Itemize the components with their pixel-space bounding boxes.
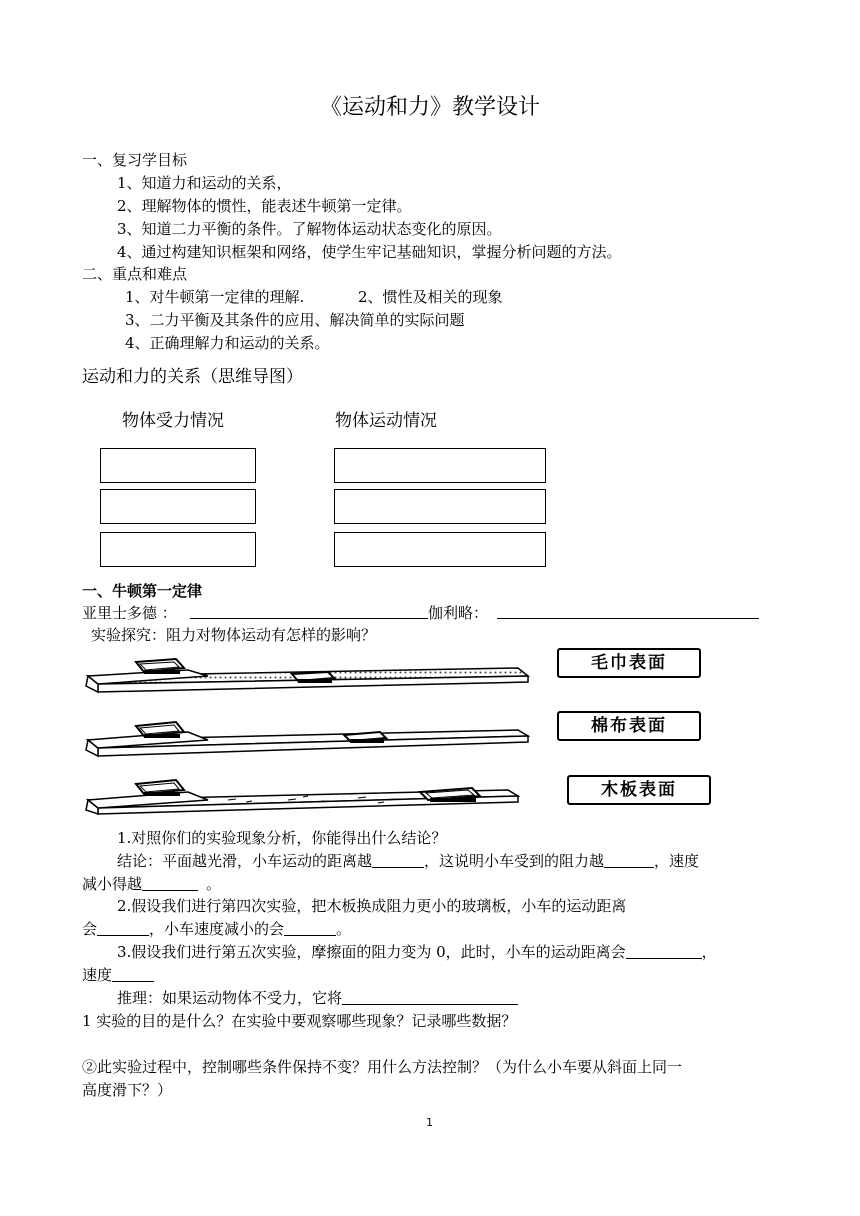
key-point: 4、正确理解力和运动的关系。 <box>125 334 330 352</box>
force-answer-box[interactable] <box>100 448 256 483</box>
question-3-text: 速度 <box>82 966 113 984</box>
motion-answer-box[interactable] <box>334 532 546 567</box>
conclusion-text: ，速度 <box>654 852 700 870</box>
control-question: ②此实验过程中，控制哪些条件保持不变？用什么方法控制？（为什么小车要从斜面上同一 <box>82 1058 683 1076</box>
conclusion-line-2 <box>82 874 221 894</box>
goal-item: 4、通过构建知识框架和网络，使学生牢记基础知识，掌握分析问题的方法。 <box>117 243 622 261</box>
inference-blank[interactable] <box>342 988 518 1005</box>
cotton-surface-label: 棉布表面 <box>557 711 701 741</box>
cart-icon <box>136 780 184 796</box>
motion-column-heading: 物体运动情况 <box>335 411 437 431</box>
inference-line <box>117 988 518 1008</box>
section1-heading: 一、复习学目标 <box>82 151 188 169</box>
page-title: 《运动和力》教学设计 <box>319 95 540 120</box>
force-column-heading: 物体受力情况 <box>122 411 224 431</box>
motion-answer-box[interactable] <box>334 489 546 524</box>
resistance-blank[interactable] <box>604 851 654 868</box>
inference-text: 推理：如果运动物体不受力，它将 <box>117 989 343 1007</box>
purpose-question: 1 实验的目的是什么？在实验中要观察哪些现象？记录哪些数据？ <box>82 1012 517 1030</box>
speed-decrease-blank[interactable] <box>142 874 198 891</box>
page-number: 1 <box>426 1116 433 1129</box>
zero-friction-distance-blank[interactable] <box>626 942 702 959</box>
force-answer-box[interactable] <box>100 489 256 524</box>
question-2-text: ，小车速度减小的会 <box>149 920 285 938</box>
cotton-board <box>86 722 528 756</box>
key-point: 3、二力平衡及其条件的应用、解决简单的实际问题 <box>125 311 465 329</box>
newton-heading: 一、牛顿第一定律 <box>82 582 203 600</box>
motion-answer-box[interactable] <box>334 448 546 483</box>
section2-heading: 二、重点和难点 <box>82 265 188 283</box>
cart-icon <box>136 722 184 738</box>
aristotle-blank[interactable] <box>190 602 428 619</box>
goal-item: 3、知道二力平衡的条件。了解物体运动状态变化的原因。 <box>117 220 502 238</box>
question-3-text: ， <box>701 943 717 961</box>
towel-surface-label: 毛巾表面 <box>557 648 701 678</box>
force-answer-box[interactable] <box>100 532 256 567</box>
wood-board <box>86 780 518 814</box>
goal-item: 2、理解物体的惯性，能表述牛顿第一定律。 <box>117 197 412 215</box>
aristotle-label: 亚里士多德 ： <box>82 604 177 622</box>
distance-blank[interactable] <box>372 851 424 868</box>
glass-distance-blank[interactable] <box>97 919 149 936</box>
key-point: 2、惯性及相关的现象 <box>358 288 503 306</box>
cart-icon <box>292 672 334 683</box>
galileo-label: 伽利略： <box>428 604 489 622</box>
question-2-text: 。 <box>336 920 352 938</box>
mindmap-heading: 运动和力的关系（思维导图） <box>82 367 303 387</box>
towel-board <box>86 659 528 692</box>
cart-icon <box>344 732 386 743</box>
goal-item: 1、知道力和运动的关系， <box>117 174 292 192</box>
wood-surface-label: 木板表面 <box>567 775 711 805</box>
galileo-blank[interactable] <box>497 602 759 619</box>
question-3-text: 3.假设我们进行第五次实验，摩擦面的阻力变为 0，此时，小车的运动距离会 <box>117 943 626 961</box>
zero-friction-speed-blank[interactable] <box>112 965 154 982</box>
conclusion-text: ，这说明小车受到的阻力越 <box>424 852 605 870</box>
conclusion-text: 减小得越 <box>82 875 143 893</box>
question-2: 2.假设我们进行第四次实验，把木板换成阻力更小的玻璃板，小车的运动距离 <box>117 897 627 915</box>
question-3 <box>117 942 717 962</box>
conclusion-text: 。 <box>206 875 222 893</box>
cart-icon <box>420 788 480 802</box>
conclusion-text: 结论：平面越光滑，小车运动的距离越 <box>117 852 373 870</box>
experiment-illustration <box>78 650 538 820</box>
question-2-text: 会 <box>82 920 98 938</box>
cart-icon <box>136 659 184 674</box>
question-3-line-2 <box>82 965 154 985</box>
question-2-line-2 <box>82 919 351 939</box>
question-1: 1.对照你们的实验现象分析，你能得出什么结论？ <box>117 829 447 847</box>
experiment-question: 实验探究：阻力对物体运动有怎样的影响？ <box>91 626 377 644</box>
conclusion-line <box>117 851 699 871</box>
control-question-cont: 高度滑下？） <box>82 1081 173 1099</box>
key-point: 1、对牛顿第一定律的理解. <box>125 288 305 306</box>
glass-speed-blank[interactable] <box>284 919 336 936</box>
